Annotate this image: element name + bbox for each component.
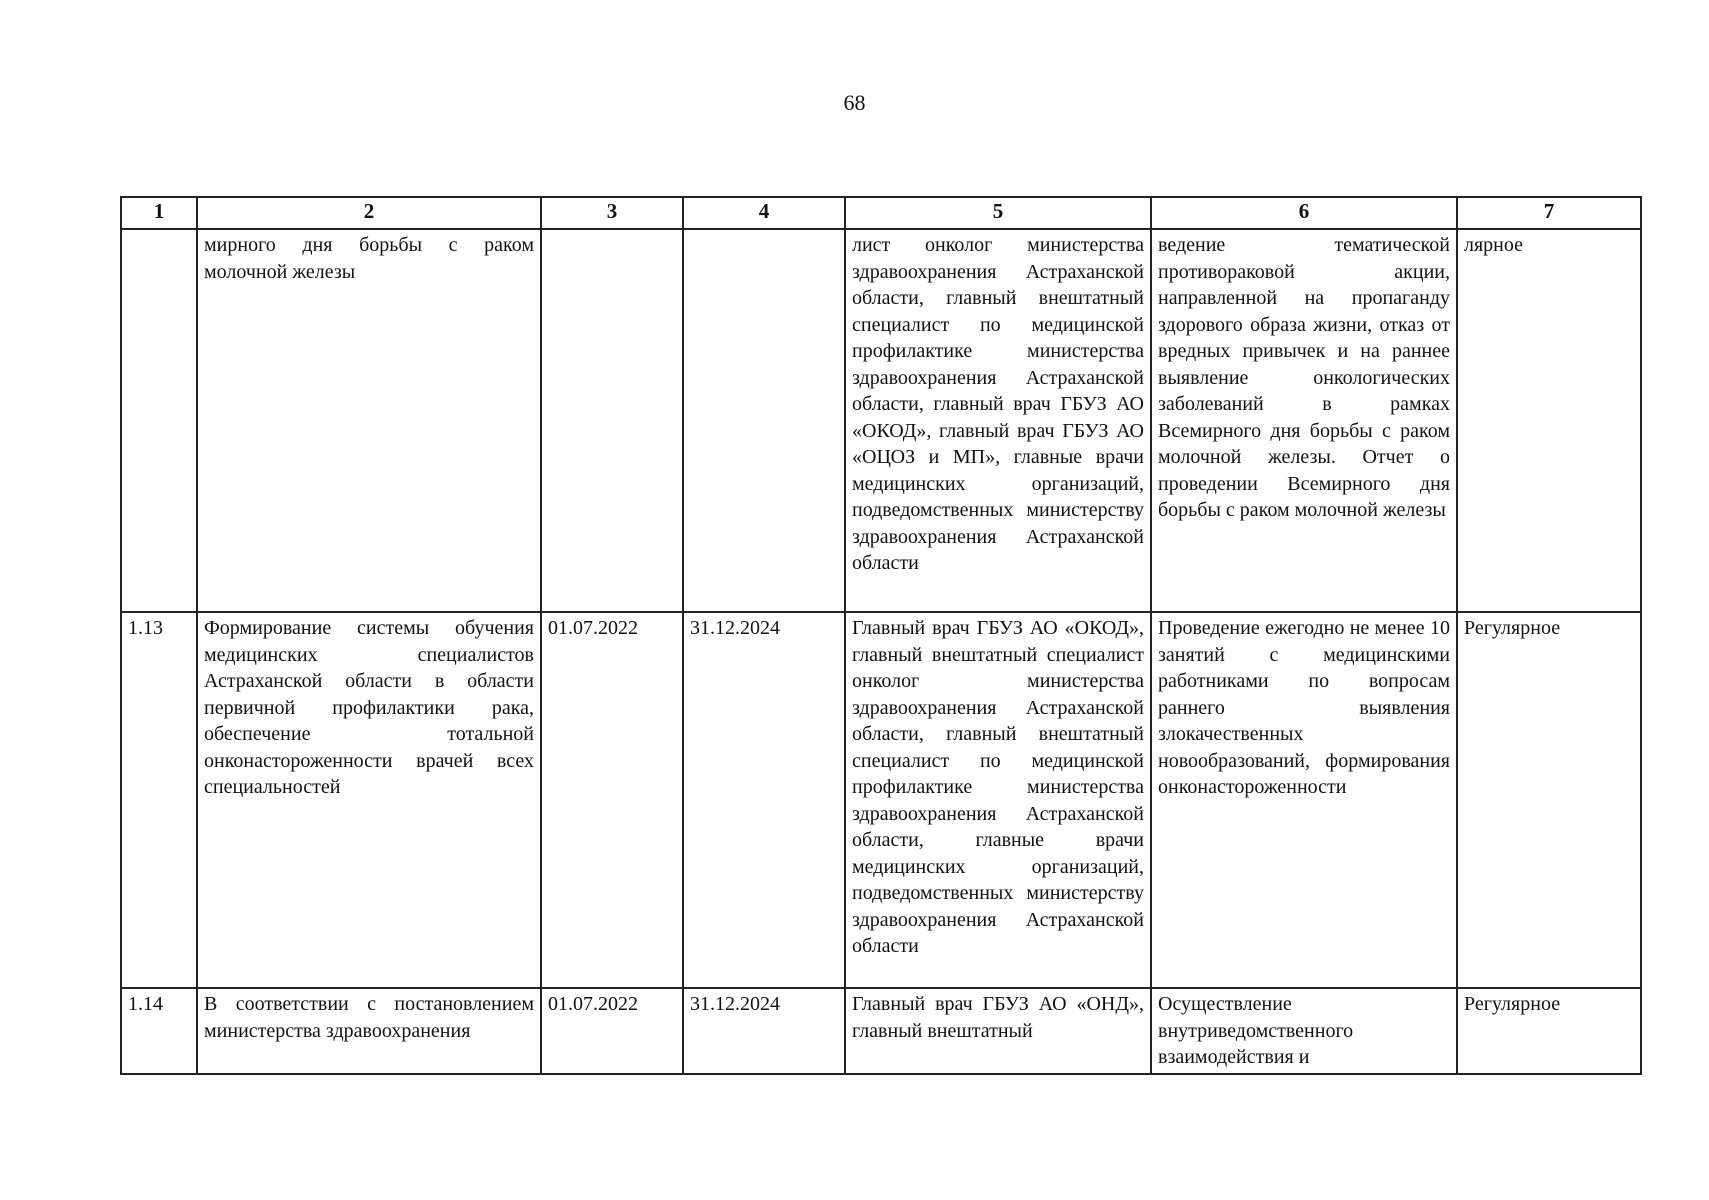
- start-date: [541, 229, 683, 612]
- table-row: [121, 229, 1641, 612]
- page-number: 68: [843, 90, 866, 115]
- row-number: 1.13: [121, 612, 197, 988]
- expected-result: Осуществление внутриведомственного взаимодействия и: [1151, 988, 1457, 1074]
- start-date: 01.07.2022: [541, 988, 683, 1074]
- event-name: В соответствии с постановлением министерства здравоохранения: [197, 988, 541, 1074]
- column-header: 3: [541, 197, 683, 229]
- table-header-row: [121, 197, 1641, 229]
- end-date: 31.12.2024: [683, 988, 845, 1074]
- row-number: 1.14: [121, 988, 197, 1074]
- responsible: Главный врач ГБУЗ АО «ОНД», главный внештатный: [845, 988, 1151, 1074]
- column-header: 1: [121, 197, 197, 229]
- responsible: лист онколог министерства здравоохранения Астраханской области, главный внештатный специалист по медицинской профилактике министерства здравоохранения Астраханской области, главный врач ГБУЗ АО «ОКОД», главный врач ГБУЗ АО «ОЦОЗ и МП», главные врачи медицинских организаций, подведомственных министерству здравоохранения Астраханской области: [845, 229, 1151, 612]
- table-row: [121, 612, 1641, 988]
- row-number: [121, 229, 197, 612]
- event-name: мирного дня борьбы с раком молочной железы: [197, 229, 541, 612]
- column-header: 7: [1457, 197, 1641, 229]
- event-type: лярное: [1457, 229, 1641, 612]
- table-row: [121, 988, 1641, 1074]
- column-header: 6: [1151, 197, 1457, 229]
- end-date: 31.12.2024: [683, 612, 845, 988]
- event-type: Регулярное: [1457, 988, 1641, 1074]
- end-date: [683, 229, 845, 612]
- column-header: 5: [845, 197, 1151, 229]
- expected-result: ведение тематической противораковой акции, направленной на пропаганду здорового образа жизни, отказ от вредных привычек и на раннее выявление онкологических заболеваний в рамках Всемирного дня борьбы с раком молочной железы. Отчет о проведении Всемирного дня борьбы с раком молочной железы: [1151, 229, 1457, 612]
- event-name: Формирование системы обучения медицинских специалистов Астраханской области в области первичной профилактики рака, обеспечение тотальной онконастороженности врачей всех специальностей: [197, 612, 541, 988]
- column-header: 4: [683, 197, 845, 229]
- event-type: Регулярное: [1457, 612, 1641, 988]
- expected-result: Проведение ежегодно не менее 10 занятий с медицинскими работниками по вопросам раннего выявления злокачественных новообразований, формирования онконастороженности: [1151, 612, 1457, 988]
- start-date: 01.07.2022: [541, 612, 683, 988]
- responsible: Главный врач ГБУЗ АО «ОКОД», главный внештатный специалист онколог министерства здравоохранения Астраханской области, главный внештатный специалист по медицинской профилактике министерства здравоохранения Астраханской области, главные врачи медицинских организаций, подведомственных министерству здравоохранения Астраханской области: [845, 612, 1151, 988]
- plan-table: [120, 196, 1642, 1075]
- column-header: 2: [197, 197, 541, 229]
